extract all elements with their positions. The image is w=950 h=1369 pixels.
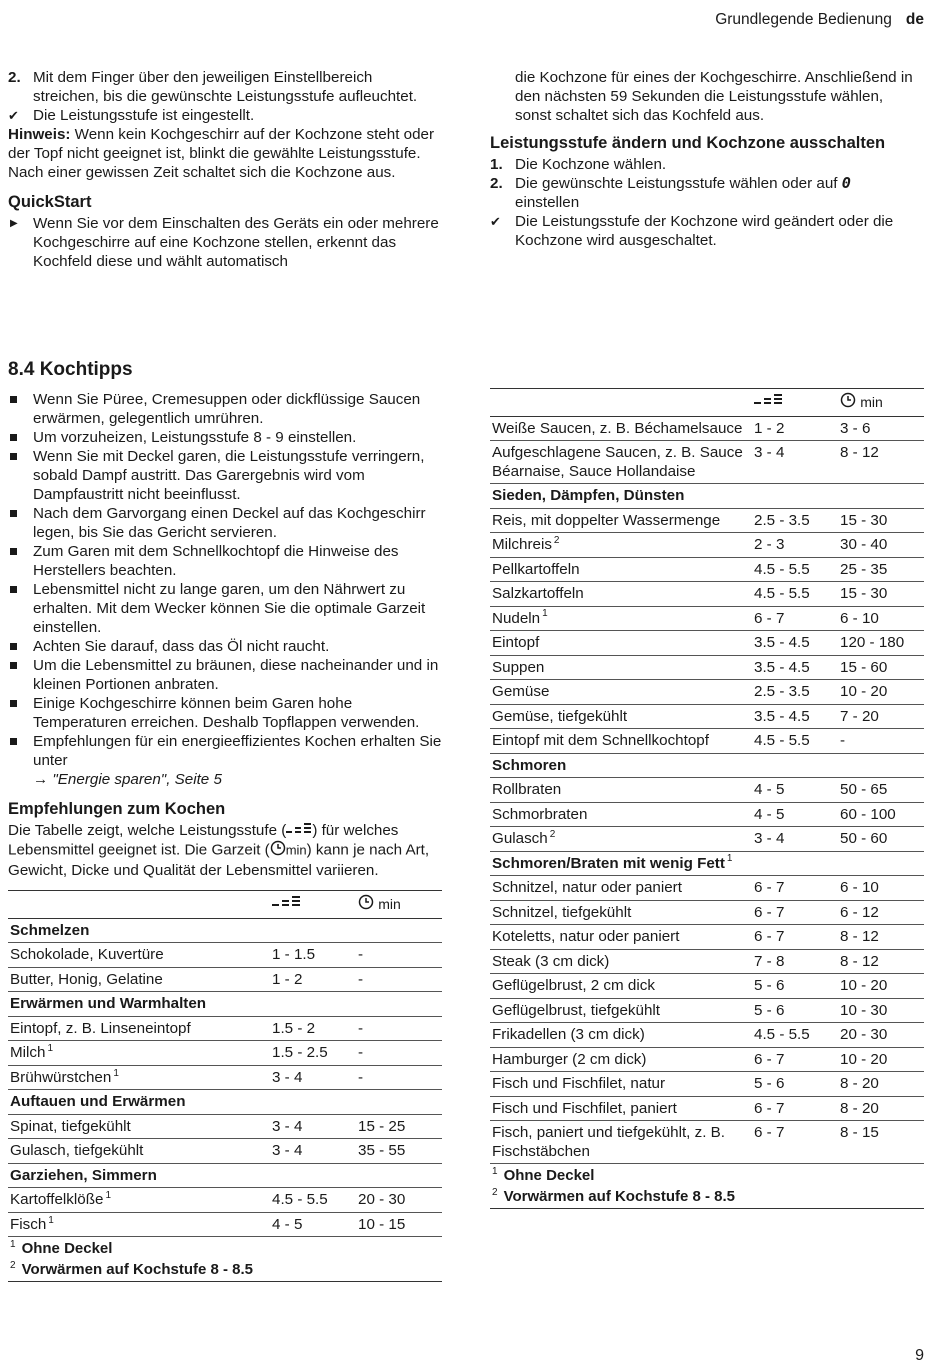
food-name: Milch $^1$ [8,1041,270,1066]
food-name: Gulasch, tiefgekühlt [8,1139,270,1164]
table-row [490,949,924,974]
quickstart-heading: QuickStart [8,193,92,211]
food-name: Fisch und Fischfilet, paniert [490,1096,752,1121]
table-row [490,974,924,999]
table-row [490,1047,924,1072]
table-row [490,655,924,680]
food-name: Fisch $^1$ [8,1212,270,1237]
power-level-value: 5 - 6 [752,998,838,1023]
tip-item: Achten Sie darauf, dass das Öl nicht raucht. [8,637,442,656]
food-name: Schmorbraten [490,802,752,827]
power-level-value: 1 - 2 [752,416,838,441]
food-name: Aufgeschlagene Saucen, z. B. Sauce Béarnaise, Sauce Hollandaise [490,441,752,484]
table-row [490,416,924,441]
checkmark-icon: ✔ [490,214,501,229]
power-level-value: 3 - 4 [270,1065,356,1090]
table-row [490,1023,924,1048]
top-left-column [8,68,440,271]
table-row [490,729,924,754]
bullet-square-icon [10,586,17,593]
power-level-value: 4.5 - 5.5 [752,1023,838,1048]
bullet-square-icon [10,453,17,460]
power-level-value: 4.5 - 5.5 [270,1188,356,1213]
table-row [490,508,924,533]
cooking-time-value: 20 - 30 [356,1188,442,1213]
food-name: Nudeln $^1$ [490,606,752,631]
power-level-value: 3.5 - 4.5 [752,704,838,729]
power-level-value: 4 - 5 [752,778,838,803]
food-name: Weiße Saucen, z. B. Béchamelsauce [490,416,752,441]
power-level-value: 1 - 2 [270,967,356,992]
footnote: $^1$ Ohne Deckel [492,1166,595,1184]
power-level-value: 2 - 3 [752,533,838,558]
table-row [490,778,924,803]
food-name: Gemüse [490,680,752,705]
food-name: Fisch, paniert und tiefgekühlt, z. B. Fischstäbchen [490,1121,752,1164]
empfehlungen-intro: Die Tabelle zeigt, welche Leistungsstufe ( ) für welches Lebensmittel geeignet ist. Die Garzeit ( min) kann je nach Art, Gewicht, Dicke und Qualität der Lebensmittel variieren. [8,822,430,880]
cooking-time-value: 15 - 25 [356,1114,442,1139]
empfehlungen-heading: Empfehlungen zum Kochen [8,800,226,818]
cooking-table-right [490,388,924,1164]
tips-list [8,390,442,770]
checkmark-icon: ✔ [8,108,19,123]
tip-item: Wenn Sie Püree, Cremesuppen oder dickflüssige Saucen erwärmen, gelegentlich umrühren. [8,390,442,428]
food-name: Frikadellen (3 cm dick) [490,1023,752,1048]
footnotes-right [490,1164,924,1209]
footnote: $^2$ Vorwärmen auf Kochstufe 8 - 8.5 [10,1260,254,1279]
table-group-row: Garziehen, Simmern [8,1163,442,1188]
power-level-value: 2.5 - 3.5 [752,680,838,705]
power-level-icon [270,891,356,919]
page-header [715,10,924,29]
cooking-table-right-column [490,388,924,1209]
power-level-value: 6 - 7 [752,900,838,925]
cooking-time-value: 6 - 10 [838,876,924,901]
cooking-time-value: 8 - 12 [838,441,924,484]
continued-text: die Kochzone für eines der Kochgeschirre. Anschließend in den nächsten 59 Sekunden die Leistungsstufe wählen, sonst schaltet sich das Kochfeld aus. [515,69,913,124]
tip-item: Um die Lebensmittel zu bräunen, diese nacheinander und in kleinen Portionen anbraten. [8,656,442,694]
cooking-time-value: - [356,1065,442,1090]
table-group-row: Schmelzen [8,918,442,943]
power-level-value: 4 - 5 [270,1212,356,1237]
tip-item: Zum Garen mit dem Schnellkochtopf die Hinweise des Herstellers beachten. [8,542,442,580]
food-name: Geflügelbrust, 2 cm dick [490,974,752,999]
clock-icon [270,840,286,861]
table-group-row: Sieden, Dämpfen, Dünsten [490,484,924,509]
footnote: $^2$ Vorwärmen auf Kochstufe 8 - 8.5 [492,1187,736,1205]
table-row [490,631,924,656]
table-header-row: min [490,389,924,417]
power-level-value: 6 - 7 [752,1121,838,1164]
kochtipps-column [8,358,442,1282]
cooking-time-value: 10 - 20 [838,1047,924,1072]
power-level-value: 6 - 7 [752,925,838,950]
energy-reference-link[interactable]: → "Energie sparen", Seite 5 [33,771,222,788]
cooking-time-value: 60 - 100 [838,802,924,827]
table-row [8,967,442,992]
power-level-value: 4.5 - 5.5 [752,729,838,754]
power-level-value: 3 - 4 [752,441,838,484]
cooking-time-value: - [356,1041,442,1066]
tip-item: Um vorzuheizen, Leistungsstufe 8 - 9 einstellen. [8,428,442,447]
table-row [490,998,924,1023]
cooking-time-value: 15 - 30 [838,508,924,533]
cooking-time-value: 8 - 20 [838,1072,924,1097]
table-group-row: Schmoren/Braten mit wenig Fett $^1$ [490,851,924,876]
tip-item: Empfehlungen für ein energieeffizientes Kochen erhalten Sie unter [8,732,442,770]
table-header-row: min [8,891,442,919]
cooking-table-left [8,890,442,1237]
table-group-row: Schmoren [490,753,924,778]
food-name: Fisch und Fischfilet, natur [490,1072,752,1097]
section-title-kochtipps: 8.4 Kochtipps [8,359,133,380]
food-name: Gulasch $^2$ [490,827,752,852]
power-level-value: 5 - 6 [752,974,838,999]
table-row [490,925,924,950]
cooking-time-value: 30 - 40 [838,533,924,558]
food-name: Schnitzel, natur oder paniert [490,876,752,901]
table-row [490,1121,924,1164]
food-name: Pellkartoffeln [490,557,752,582]
table-row [8,1188,442,1213]
table-row [490,802,924,827]
cooking-time-value: 6 - 10 [838,606,924,631]
table-row [8,1139,442,1164]
cooking-time-value: - [838,729,924,754]
step-2-right: 2. Die gewünschte Leistungsstufe wählen oder auf 0 einstellen [490,174,851,211]
table-row [490,582,924,607]
table-row [8,1016,442,1041]
cooking-time-value: - [356,967,442,992]
result-line-right: ✔ Die Leistungsstufe der Kochzone wird geändert oder die Kochzone wird ausgeschaltet. [490,213,894,249]
cooking-time-value: - [356,943,442,968]
bullet-square-icon [10,510,17,517]
table-row [490,1072,924,1097]
tip-item: Nach dem Garvorgang einen Deckel auf das Kochgeschirr legen, bis Sie das Gericht servieren. [8,504,442,542]
power-level-value: 4 - 5 [752,802,838,827]
table-row [490,533,924,558]
cooking-time-value: 50 - 65 [838,778,924,803]
step-2: 2. Mit dem Finger über den jeweiligen Einstellbereich streichen, bis die gewünschte Leistungsstufe aufleuchtet. [8,69,418,105]
power-level-icon [286,821,312,840]
top-right-column [490,68,922,250]
power-level-value: 6 - 7 [752,606,838,631]
cooking-time-value: 8 - 15 [838,1121,924,1164]
power-level-value: 1.5 - 2.5 [270,1041,356,1066]
triangle-right-icon: ▶ [10,218,18,229]
cooking-time-value: 3 - 6 [838,416,924,441]
bullet-square-icon [10,434,17,441]
table-row [490,900,924,925]
language-code: de [905,11,924,28]
quickstart-instruction: ▶ Wenn Sie vor dem Einschalten des Geräts ein oder mehrere Kochgeschirre auf eine Kochzone stellen, erkennt das Kochfeld diese und wählt automatisch [10,215,439,270]
food-name: Eintopf, z. B. Linseneintopf [8,1016,270,1041]
power-level-value: 1 - 1.5 [270,943,356,968]
table-row [490,876,924,901]
table-row [490,680,924,705]
table-row [8,943,442,968]
table-row [8,1114,442,1139]
cooking-time-value: - [356,1016,442,1041]
footnote-divider [8,1281,442,1282]
tip-item: Wenn Sie mit Deckel garen, die Leistungsstufe verringern, sobald Dampf austritt. Das Garergebnis wird vom Dampfaustritt nicht beeinflusst. [8,447,442,504]
hint-paragraph: Hinweis: Wenn kein Kochgeschirr auf der Kochzone steht oder der Topf nicht geeignet ist, blinkt die gewählte Leistungsstufe. Nach einer gewissen Zeit schaltet sich die Kochzone aus. [8,126,435,181]
power-level-value: 6 - 7 [752,1096,838,1121]
zero-digit-symbol: 0 [841,174,851,192]
power-level-value: 1.5 - 2 [270,1016,356,1041]
cooking-time-value: 120 - 180 [838,631,924,656]
cooking-time-value: 50 - 60 [838,827,924,852]
power-level-value: 7 - 8 [752,949,838,974]
cooking-time-value: 8 - 20 [838,1096,924,1121]
cooking-time-value: 10 - 20 [838,680,924,705]
tip-item: Einige Kochgeschirre können beim Garen hohe Temperaturen erreichen. Deshalb Topflappen verwenden. [8,694,442,732]
food-name: Milchreis $^2$ [490,533,752,558]
power-level-value: 5 - 6 [752,1072,838,1097]
power-level-value: 3 - 4 [270,1114,356,1139]
section-heading-change-level: Leistungsstufe ändern und Kochzone ausschalten [490,134,886,152]
table-row [490,827,924,852]
food-name: Hamburger (2 cm dick) [490,1047,752,1072]
food-name: Steak (3 cm dick) [490,949,752,974]
power-level-value: 2.5 - 3.5 [752,508,838,533]
table-row [490,606,924,631]
cooking-time-value: 15 - 60 [838,655,924,680]
footnote: $^1$ Ohne Deckel [10,1239,113,1258]
food-name: Rollbraten [490,778,752,803]
footnote-divider [490,1208,924,1209]
food-name: Geflügelbrust, tiefgekühlt [490,998,752,1023]
food-name: Spinat, tiefgekühlt [8,1114,270,1139]
food-name: Eintopf mit dem Schnellkochtopf [490,729,752,754]
power-level-icon [752,389,838,417]
table-row [490,557,924,582]
tip-item: Lebensmittel nicht zu lange garen, um den Nährwert zu erhalten. Mit dem Wecker können Sie die optimale Garzeit einstellen. [8,580,442,637]
cooking-time-value: 20 - 30 [838,1023,924,1048]
cooking-time-value: 25 - 35 [838,557,924,582]
table-row [490,441,924,484]
footnotes-left [8,1237,442,1282]
cooking-time-value: 6 - 12 [838,900,924,925]
power-level-value: 3 - 4 [270,1139,356,1164]
cooking-time-value: 8 - 12 [838,949,924,974]
bullet-square-icon [10,548,17,555]
table-row [8,1065,442,1090]
power-level-value: 4.5 - 5.5 [752,557,838,582]
cooking-time-value: 10 - 30 [838,998,924,1023]
food-name: Butter, Honig, Gelatine [8,967,270,992]
header-title: Grundlegende Bedienung [715,11,892,28]
food-name: Gemüse, tiefgekühlt [490,704,752,729]
cooking-time-value: 35 - 55 [356,1139,442,1164]
power-level-value: 3.5 - 4.5 [752,631,838,656]
result-line: ✔ Die Leistungsstufe ist eingestellt. [8,107,255,124]
page-number: 9 [915,1347,924,1364]
table-group-row: Auftauen und Erwärmen [8,1090,442,1115]
cooking-time-value: 8 - 12 [838,925,924,950]
bullet-square-icon [10,738,17,745]
clock-icon [840,392,856,414]
food-name: Reis, mit doppelter Wassermenge [490,508,752,533]
food-name: Eintopf [490,631,752,656]
cooking-time-value: 15 - 30 [838,582,924,607]
cooking-time-value: 10 - 20 [838,974,924,999]
bullet-square-icon [10,662,17,669]
food-name: Schnitzel, tiefgekühlt [490,900,752,925]
step-1: 1. Die Kochzone wählen. [490,156,667,173]
cooking-time-value: 7 - 20 [838,704,924,729]
food-name: Brühwürstchen $^1$ [8,1065,270,1090]
food-name: Koteletts, natur oder paniert [490,925,752,950]
power-level-value: 3 - 4 [752,827,838,852]
table-row [8,1212,442,1237]
power-level-value: 6 - 7 [752,1047,838,1072]
bullet-square-icon [10,643,17,650]
table-row [490,1096,924,1121]
food-name: Suppen [490,655,752,680]
power-level-value: 4.5 - 5.5 [752,582,838,607]
food-name: Schokolade, Kuvertüre [8,943,270,968]
food-name: Salzkartoffeln [490,582,752,607]
cooking-time-value: 10 - 15 [356,1212,442,1237]
food-name: Kartoffelklöße $^1$ [8,1188,270,1213]
power-level-value: 6 - 7 [752,876,838,901]
table-row [490,704,924,729]
bullet-square-icon [10,396,17,403]
clock-icon [358,894,374,916]
power-level-value: 3.5 - 4.5 [752,655,838,680]
table-group-row: Erwärmen und Warmhalten [8,992,442,1017]
table-row [8,1041,442,1066]
bullet-square-icon [10,700,17,707]
